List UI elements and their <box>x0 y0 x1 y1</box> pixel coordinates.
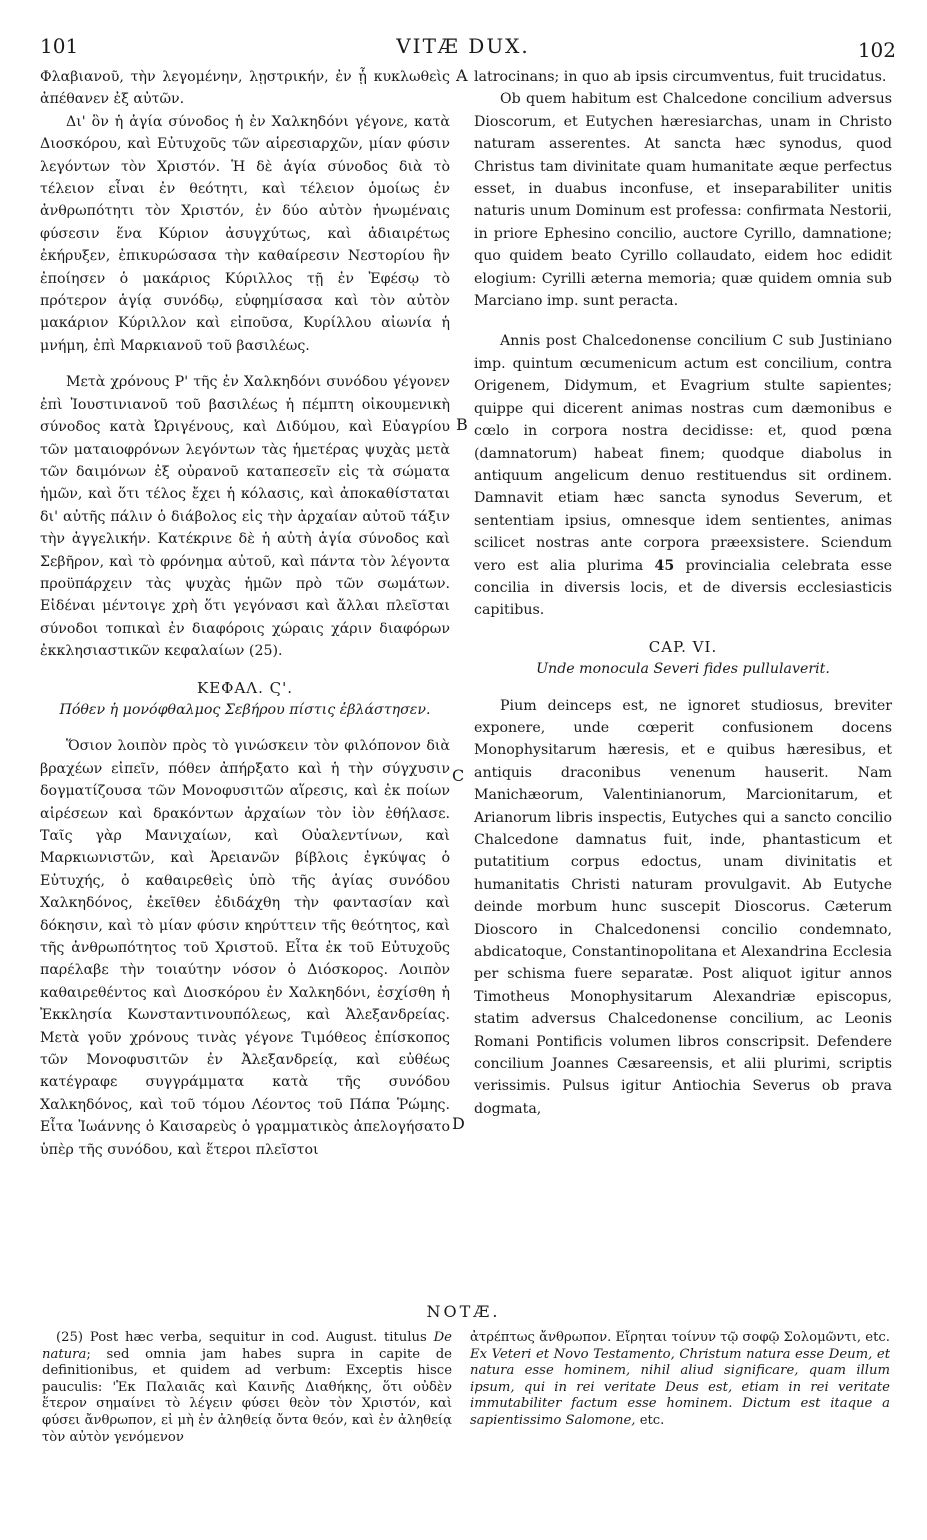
note-continued-greek: ἀτρέπτως ἄνθρωπον. Εἴρηται τοίνυν τῷ σοφῷ Σολομῶντι, etc. <box>470 1330 890 1345</box>
greek-column <box>40 66 450 1161</box>
greek-paragraph-2: Δι' ὃν ἡ ἁγία σύνοδος ἡ ἐν Χαλκηδόνι γέγονε, κατὰ Διοσκόρου, καὶ Εὐτυχοῦς τῶν αἱρεσιαρχῶν, μίαν φύσιν λεγόντων τὸν Χριστόν. Ἡ δὲ ἁγία σύνοδος διὰ τὸ τέλειον εἶναι ἐν θεότητι, καὶ τέλειον ὁμοίως ἐν ἀνθρωπότητι τὸν Χριστόν, ἐν δύο αὐτὸν ἡνωμέναις φύσεσιν ἕνα Κύριον ἀσυγχύτως, καὶ ἀδιαιρέτως ἐκήρυξεν, ἐπικυρώσασα τὴν καθαίρεσιν Νεστορίου ἣν ἐποίησεν ὁ μακάριος Κύριλλος τῇ ἐν Ἐφέσῳ τὸ πρότερον ἁγίᾳ συνόδῳ, εὐφημίσασα καὶ τὸν αὐτὸν μακάριον Κύριλλον καὶ εἰποῦσα, Κυρίλλου αἰωνία ἡ μνήμη, ἐπὶ Μαρκιανοῦ τοῦ βασιλέως. <box>40 113 450 354</box>
note-25-text-2: ; sed omnia jam habes supra in capite de definitionibus, et quidem ad verbum: Exceptis hisce pauculis: 'Ἐκ Παλαιᾶς καὶ Καινῆς Διαθήκης, ὅτι οὐδὲν ἕτερον σημαίνει τὸ λέγειν φύσει θεὸν τὸν Χριστόν, καὶ φύσει ἄνθρωπον, εἰ μὴ ἐν ἀληθείᾳ ὄντα θεόν, καὶ ἐν ἀληθείᾳ τὸν αὐτὸν γενόμενον <box>42 1346 452 1445</box>
notes-left-column <box>42 1330 452 1446</box>
latin-paragraph-3 <box>474 330 892 621</box>
note-25-continued <box>470 1330 890 1430</box>
greek-paragraph-3: Μετὰ χρόνους Ρ' τῆς ἐν Χαλκηδόνι συνόδου γέγονεν ἐπὶ Ἰουστινιανοῦ τοῦ βασιλέως ἡ πέμπτη οἰκουμενικὴ σύνοδος κατὰ Ὠριγένους, καὶ Διδύμου, καὶ Εὐαγρίου τῶν ματαιοφρόνων λεγόντων τὰς ἡμετέρας ψυχὰς μετὰ τῶν δαιμόνων ἐξ οὐρανοῦ καταπεσεῖν εἰς τὰ σώματα ἡμῶν, καὶ ὅτι τέλος ἔχει ἡ κόλασις, καὶ ἀποκαθίσταται δι' αὐτῆς πάλιν ὁ διάβολος εἰς τὴν ἀρχαίαν αὐτοῦ τάξιν τὴν ἀγγελικήν. Κατέκρινε δὲ ἡ αὐτὴ ἁγία σύνοδος καὶ Σεβῆρον, καὶ τὸ φρόνημα αὐτοῦ, καὶ πάντα τὸν λέγοντα προϋπάρχειν τὰς ψυχὰς ἡμῶν πρὸ τῶν σωμάτων. Εἰδέναι μέντοιγε χρὴ ὅτι γεγόνασι καὶ ἄλλαι πλεῖσται σύνοδοι τοπικαὶ ἐν διαφόροις χώραις χάριν διαφόρων ἐκκλησιαστικῶν κεφαλαίων (25). <box>40 374 450 660</box>
notes-title: NOTÆ. <box>426 1302 501 1321</box>
margin-marker-b: B <box>456 415 468 434</box>
latin-chapter-subtitle: Unde monocula Severi fides pullulaverit. <box>536 661 830 678</box>
running-title: VITÆ DUX. <box>396 34 530 58</box>
note-25-title: De natura <box>42 1330 452 1362</box>
latin-paragraph-4: Pium deinceps est, ne ignoret studiosus, breviter exponere, unde cœperit confusionem docens Monophysitarum hæresis, et e quibus hæresibus, et antiquis draconibus venenum hauserit. Nam Manichæorum, Valentinianorum, Marcionitarum, et Arianorum libris inspectis, Eutyches qui a sancto concilio Chalcedone damnatus fuit, inde, phantasticum et putatitium corpus edoctus, unam divinitatis et humanitatis Christi naturam provulgavit. Ab Eutyche deinde morbum hunc suscepit Dioscorus. Cæterum Dioscoro in Chalcedonensi concilio condemnato, abdicatoque, Constantinopolitana et Alexandrina Ecclesia per schisma fuere separatæ. Post aliquot igitur annos Timotheus Monophysitarum Alexandriæ episcopus, statim adversus Chalcedonense concilium, ac Leonis Romani Pontificis volumen libros conscripsit. Defendere concilium Joannes Cæsareensis, et alii plurimi, scriptis verissimis. Pulsus igitur Antiochia Severus ob prava dogmata, <box>474 697 892 1117</box>
greek-paragraph-1: Φλαβιανοῦ, τὴν λεγομένην, λῃστρικήν, ἐν ᾗ κυκλωθεὶς ἀπέθανεν ἐξ αὐτῶν. <box>40 69 450 108</box>
latin-paragraph-3-part-a: Annis post Chalcedonense concilium C sub Justiniano imp. quintum œcumenicum actum est concilium, contra Origenem, Didymum, et Evagrium stulte sapientes; quippe qui dicerent animas nostras cum dæmonibus e cœlo in corpora nostra decidisse: et, quod pœna (damnatorum) habeat finem; quodque diabolus in antiquum angelicum denuo restituendus sit ordinem. Damnavit etiam hæc sancta synodus Severum, et sententiam ipsius, omnesque idem sentientes, animas scilicet nostras ante corpora præexsistere. Sciendum vero est alia plurima <box>474 333 892 574</box>
margin-marker-c: C <box>452 766 465 785</box>
greek-chapter-subtitle: Πόθεν ἡ μονόφθαλμος Σεβήρου πίστις ἐβλάστησεν. <box>59 701 431 718</box>
note-continued-end: etc. <box>639 1412 665 1428</box>
margin-marker-d: D <box>452 1114 465 1133</box>
latin-paragraph-1: latrocinans; in quo ab ipsis circumventus, fuit trucidatus. <box>474 69 887 85</box>
greek-chapter-heading: ΚΕΦΑΛ. Ϛ'. <box>196 678 294 697</box>
page-number-right: 102 <box>857 38 896 62</box>
notes-right-column <box>470 1330 890 1430</box>
note-25 <box>42 1330 452 1446</box>
note-25-text-1: (25) Post hæc verba, sequitur in cod. August. titulus <box>56 1330 427 1345</box>
greek-paragraph-4: Ὅσιον λοιπὸν πρὸς τὸ γινώσκειν τὸν φιλόπονον διὰ βραχέων εἰπεῖν, πόθεν ἀπήρξατο καὶ ἡ τὴν σύγχυσιν δογματίζουσα τῶν Μονοφυσιτῶν αἵρεσις, καὶ ἐκ ποίων αἱρέσεων καὶ δρακόντων ἀρχαίων τὸν ἰὸν ἐθήλασε. Ταῖς γὰρ Μανιχαίων, καὶ Οὐαλεντίνων, καὶ Μαρκιωνιστῶν, καὶ Ἀρειανῶν βίβλοις ἐγκύψας ὁ Εὐτυχής, ὁ καθαιρεθεὶς ὑπὸ τῆς ἁγίας συνόδου Χαλκηδόνος, ἐκεῖθεν ἐδιδάχθη τὴν φαντασίαν καὶ δόκησιν, καὶ τὸ μίαν φύσιν κηρύττειν τῆς θεότητος, καὶ τῆς ἀνθρωπότητος τοῦ Χριστοῦ. Εἶτα ἐκ τοῦ Εὐτυχοῦς παρέλαβε τὴν τοιαύτην νόσον ὁ Διόσκορος. Λοιπὸν καθαιρεθέντος καὶ Διοσκόρου ἐν Χαλκηδόνι, ἐσχίσθη ἡ Ἐκκλησία Κωνσταντινουπόλεως, καὶ Ἀλεξανδρείας. Μετὰ γοῦν χρόνους τινὰς γέγονε Τιμόθεος ἐπίσκοπος τῶν Μονοφυσιτῶν ἐν Ἀλεξανδρείᾳ, καὶ εὐθέως κατέγραφε συγγράμματα κατὰ τῆς συνόδου Χαλκηδόνος, καὶ τοῦ τόμου Λέοντος τοῦ Πάπα Ῥώμης. Εἶτα Ἰωάννης ὁ Καισαρεὺς ὁ γραμματικὸς ἀπελογήσατο ὑπὲρ τῆς συνόδου, καὶ ἕτεροι πλεῖστοι <box>40 738 450 1158</box>
latin-column <box>474 66 892 1120</box>
note-continued-latin: Ex Veteri et Novo Testamento, Christum natura esse Deum, et natura esse hominem, nihil aliud significare, quam illum ipsum, qui in rei veritate Deus est, etiam in rei veritate immutabiliter factum esse hominem. Dictum est itaque a sapientissimo Salomone, <box>470 1346 890 1428</box>
page-header <box>30 34 896 60</box>
latin-chapter-heading: CAP. VI. <box>648 637 718 656</box>
margin-marker-a: A <box>456 66 468 85</box>
page-number-left: 101 <box>40 34 79 58</box>
latin-paragraph-3-part-b: provincialia celebrata esse concilia in diversis locis, et de diversis ecclesiasticis capitibus. <box>474 557 893 619</box>
latin-paragraph-2: Ob quem habitum est Chalcedone concilium adversus Dioscorum, et Eutychen hæresiarchas, unam in Christo naturam asserentes. At sancta hæc synodus, quod Christus tam divinitate quam humanitate æque perfectus esset, in duabus inconfuse, et inseparabiliter unitis naturis unum Dominum est professa: confirmata Nestorii, in priore Ephesino concilio, auctore Cyrillo, damnatione; quo quidem beato Cyrillo collaudato, eidem hoc edidit elogium: Cyrilli æterna memoria; quæ quidem omnia sub Marciano imp. sunt peracta. <box>474 91 892 310</box>
migne-column-number: 45 <box>654 557 675 574</box>
